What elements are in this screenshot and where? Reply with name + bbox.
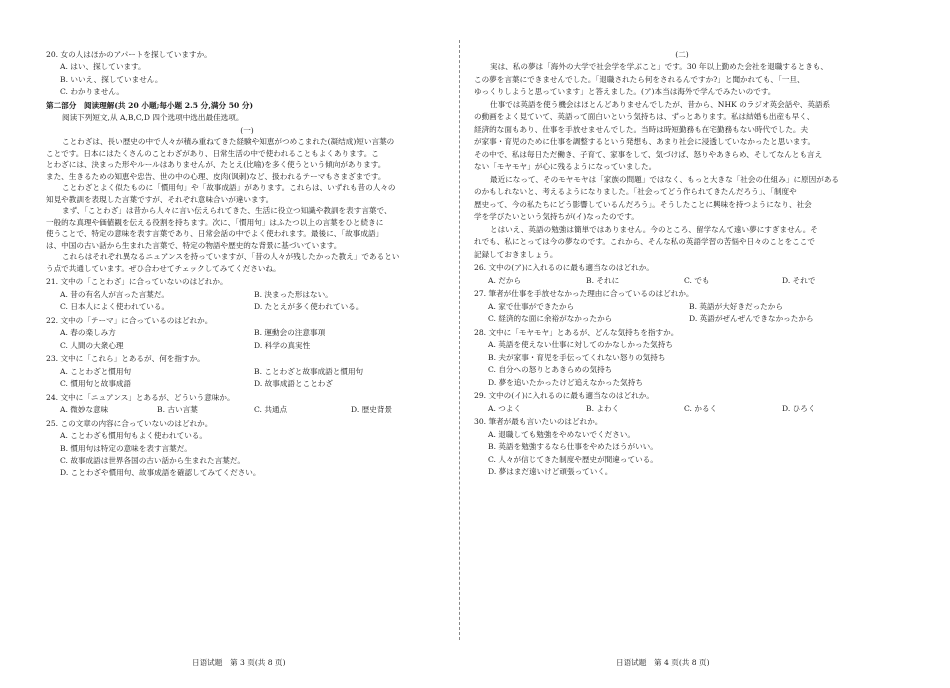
q27-stem: 27. 筆者が仕事を手放せなかった理由に合っているのはどれか。	[474, 289, 694, 299]
q30-option-b: B. 英語を勉強するなら仕事をやめたほうがいい。	[488, 442, 658, 452]
passage1-line: 知見や教訓を表現した言葉ですが、それぞれ意味合いが違います。	[46, 194, 274, 204]
passage1-line: また、生きるための知恵や忠告、世の中の心理、皮肉(讽刺)など、扱われるテーマもさまざまです。	[46, 171, 386, 181]
q21-stem: 21. 文中の「ことわざ」に合っていないのはどれか。	[46, 277, 228, 287]
q24-option-a: A. 微妙な意味	[60, 405, 109, 415]
q30-stem: 30. 筆者が最も言いたいのはどれか。	[474, 417, 603, 427]
column-divider	[459, 40, 460, 640]
passage1-line: ことわざとよく似たものに「慣用句」や「故事成語」があります。これらは、いずれも昔の人々の	[62, 183, 396, 193]
q21-option-c: C. 日本人によく使われている。	[60, 302, 170, 312]
passage1-line: ことです。日本にはたくさんのことわざがあり、日常生活の中で使われることもよくあります。こ	[46, 148, 379, 158]
q22-stem: 22. 文中の「テーマ」に合っているのはどれか。	[46, 315, 213, 325]
passage2-line: 仕事では英語を使う機会はほとんどありませんでしたが、昔から、NHK のラジオ英会話や、英語系	[490, 99, 831, 109]
passage1-line: 一般的な真理や価値観を伝える役割を持ちます。次に、「慣用句」はふたつ以上の言葉をひと続きに	[46, 217, 384, 227]
q29-option-b: B. よわく	[586, 403, 620, 413]
page-footer-left: 日语试题 第 3 页(共 8 页)	[192, 658, 286, 667]
question-30	[474, 417, 890, 476]
passage2-line: 最近になって、そのモヤモヤは「家族の問題」ではなく、もっと大きな「社会の仕組み」に原因がある	[490, 174, 840, 184]
q24-option-c: C. 共通点	[254, 405, 288, 415]
q28-option-d: D. 夢を追いたかったけど追えなかった気持ち	[488, 377, 643, 387]
question-27	[474, 289, 890, 323]
question-22	[46, 316, 448, 350]
passage1-line: とわざには、決まった形やルールはありませんが、たとえ(比喻)を多く使うという傾向があります。	[46, 160, 386, 170]
q20-option-a: A. はい、探しています。	[60, 62, 146, 72]
q25-option-a: A. ことわざも慣用句もよく使われている。	[60, 431, 207, 441]
left-column	[46, 50, 448, 478]
q23-option-b: B. ことわざと故事成語と慣用句	[254, 366, 364, 376]
q23-option-c: C. 慣用句と故事成語	[60, 379, 132, 389]
passage1-line: は、中国の古い話から生まれた言葉で、特定の物語や歴史的な背景に基づいています。	[46, 240, 342, 250]
q25-option-d: D. ことわざや慣用句、故事成語を確認してみてください。	[60, 468, 261, 478]
q26-stem: 26. 文中の(ア)に入れるのに最も適当なのはどれか。	[474, 263, 654, 273]
q23-stem: 23. 文中に「これら」とあるが、何を指すか。	[46, 354, 205, 364]
passage2-line: この夢を言葉にできませんでした。「退職されたら何をされるんですか?」と聞かれても、「一旦、	[474, 74, 805, 84]
question-21	[46, 277, 448, 311]
q21-option-d: D. たとえが多く使われている。	[254, 302, 364, 312]
q29-option-a: A. つよく	[488, 403, 522, 413]
question-24	[46, 393, 448, 415]
passage2-line: 記録しておきましょう。	[474, 249, 558, 259]
q22-option-c: C. 人間の大衆心理	[60, 340, 124, 350]
q28-option-a: A. 英語を使えない仕事に対してのかなしかった気持ち	[488, 340, 673, 350]
passage2-line: ない「モヤモヤ」が心に残るようになっていました。	[474, 162, 657, 172]
q26-option-a: A. だから	[488, 275, 522, 285]
q21-option-b: B. 決まった形はない。	[254, 289, 333, 299]
q24-option-b: B. 古い言葉	[157, 405, 198, 415]
passage2-line: れでも、私にとっては今の夢なのです。これから、そんな私の英語学習の苦悩や日々のことをここで	[474, 237, 815, 247]
passage2-title: (二)	[675, 50, 689, 59]
right-column	[474, 50, 890, 476]
q21-option-a: A. 昔の有名人が言った言葉だ。	[60, 289, 170, 299]
question-25	[46, 419, 448, 478]
q24-stem: 24. 文中に「ニュアンス」とあるが、どういう意味か。	[46, 392, 235, 402]
q22-option-d: D. 科学の真実性	[254, 340, 311, 350]
q25-option-c: C. 故事成語は世界各国の古い話から生まれた言葉だ。	[60, 455, 246, 465]
passage2-line: が家事・育児のために仕事を調整するという発想も、あまり社会に浸透していなかったと思います。	[474, 137, 816, 147]
q25-stem: 25. この文章の内容に合っていないのはどれか。	[46, 418, 213, 428]
section2-instructions: 阅读下列短文,从 A,B,C,D 四个选项中选出最佳选项。	[62, 113, 244, 123]
passage1-line: これらはそれぞれ異なるニュアンスを持っていますが、「昔の人々が残したかった教え」であるとい	[62, 252, 400, 262]
q22-option-b: B. 運動会の注意事項	[254, 328, 326, 338]
question-20	[46, 50, 448, 97]
q26-option-d: D. それで	[782, 275, 816, 285]
passage2-line: 経済的な面もあり、仕事を手放せませんでした。当時は時短勤務も在宅勤務もない時代でした。夫	[474, 124, 809, 134]
passage1-line: まず、「ことわざ」は昔から人々に言い伝えられてきた、生活に役立つ知識や教訓を表す言葉で、	[62, 206, 392, 216]
q29-option-c: C. かるく	[684, 403, 718, 413]
passage1-text	[46, 137, 448, 273]
passage2-line: その中で、私は毎日ただ働き、子育て、家事をして、気づけば、怒りやあきらめ、そしてなんとも言え	[474, 149, 823, 159]
q29-option-d: D. ひろく	[782, 403, 816, 413]
q27-option-c: C. 経済的な面に余裕がなかったから	[488, 314, 613, 324]
passage2-line: 歴史って、今の私たちにどう影響しているんだろう」。そうしたことに興味を持つようになり、社会	[474, 199, 812, 209]
passage1-line: 使うことで、特定の意味を表す言葉であり、日常会話の中でよく使われます。最後に、「故事成語」	[46, 229, 384, 239]
passage2-line: の動画をよく見ていて、英語って面白いという気持ちは、ずっとあります。私は結婚も出産も早く、	[474, 112, 815, 122]
passage2-line: 学を学びたいという気持ちが(イ)なったのです。	[474, 212, 639, 222]
passage2-line: ゆっくりしようと思っています」と答えました。(ア)本当は海外で学んでみたいのです。	[474, 87, 776, 97]
q27-option-d: D. 英語がぜんぜんできなかったから	[689, 314, 814, 324]
passage1-title: (一)	[240, 125, 254, 135]
passage2-line: とはいえ、英語の勉強は簡単ではありません。今のところ、留学なんて遠い夢にすぎません。そ	[490, 224, 818, 234]
q30-option-c: C. 人々が信じてきた制度や歴史が間違っている。	[488, 454, 658, 464]
q27-option-a: A. 家で仕事ができたから	[488, 301, 575, 311]
q20-option-b: B. いいえ、探していません。	[60, 74, 163, 84]
passage2-line: 実は、私の夢は「海外の大学で社会学を学ぶこと」です。30 年以上勤めた会社を退職するときも、	[490, 62, 828, 72]
q29-stem: 29. 文中の(イ)に入れるのに最も適当なのはどれか。	[474, 391, 654, 401]
passage2-text	[474, 62, 890, 259]
question-29	[474, 391, 890, 413]
section2-title: 第二部分 阅读理解(共 20 小题;每小题 2.5 分,满分 50 分)	[46, 100, 254, 110]
q28-stem: 28. 文中に「モヤモヤ」とあるが、どんな気持ちを指すか。	[474, 327, 679, 337]
question-26	[474, 263, 890, 285]
q30-option-a: A. 退職しても勉強をやめないでください。	[488, 429, 635, 439]
passage1-line: ことわざは、長い歴史の中で人々が積み重ねてきた経験や知恵がつめこまれた(凝结成)短い言葉の	[62, 137, 395, 147]
q23-option-a: A. ことわざと慣用句	[60, 366, 132, 376]
question-28	[474, 328, 890, 387]
q26-option-c: C. でも	[684, 275, 710, 285]
q23-option-d: D. 故事成語とことわざ	[254, 379, 333, 389]
q24-option-d: D. 歴史背景	[351, 405, 393, 415]
question-23	[46, 354, 448, 388]
q26-option-b: B. それに	[586, 275, 620, 285]
q28-option-c: C. 自分への怒りとあきらめの気持ち	[488, 365, 613, 375]
q22-option-a: A. 春の楽しみ方	[60, 328, 116, 338]
q28-option-b: B. 夫が家事・育児を手伝ってくれない怒りの気持ち	[488, 352, 666, 362]
q20-stem: 20. 女の人はほかのアパートを探していますか。	[46, 50, 212, 59]
passage2-line: のかもしれないと、考えるようになりました。「社会ってどう作られてきたんだろう」、「制度や	[474, 187, 797, 197]
q30-option-d: D. 夢はまだ遠いけど頑張っていく。	[488, 466, 613, 476]
q20-option-c: C. わかりません。	[60, 87, 124, 97]
q25-option-b: B. 慣用句は特定の意味を表す言葉だ。	[60, 443, 192, 453]
page-footer-right: 日语试题 第 4 页(共 8 页)	[616, 658, 710, 667]
passage1-line: う点で共通しています。ぜひ合わせてチェックしてみてくださいね。	[46, 263, 281, 273]
q27-option-b: B. 英語が大好きだったから	[689, 301, 783, 311]
